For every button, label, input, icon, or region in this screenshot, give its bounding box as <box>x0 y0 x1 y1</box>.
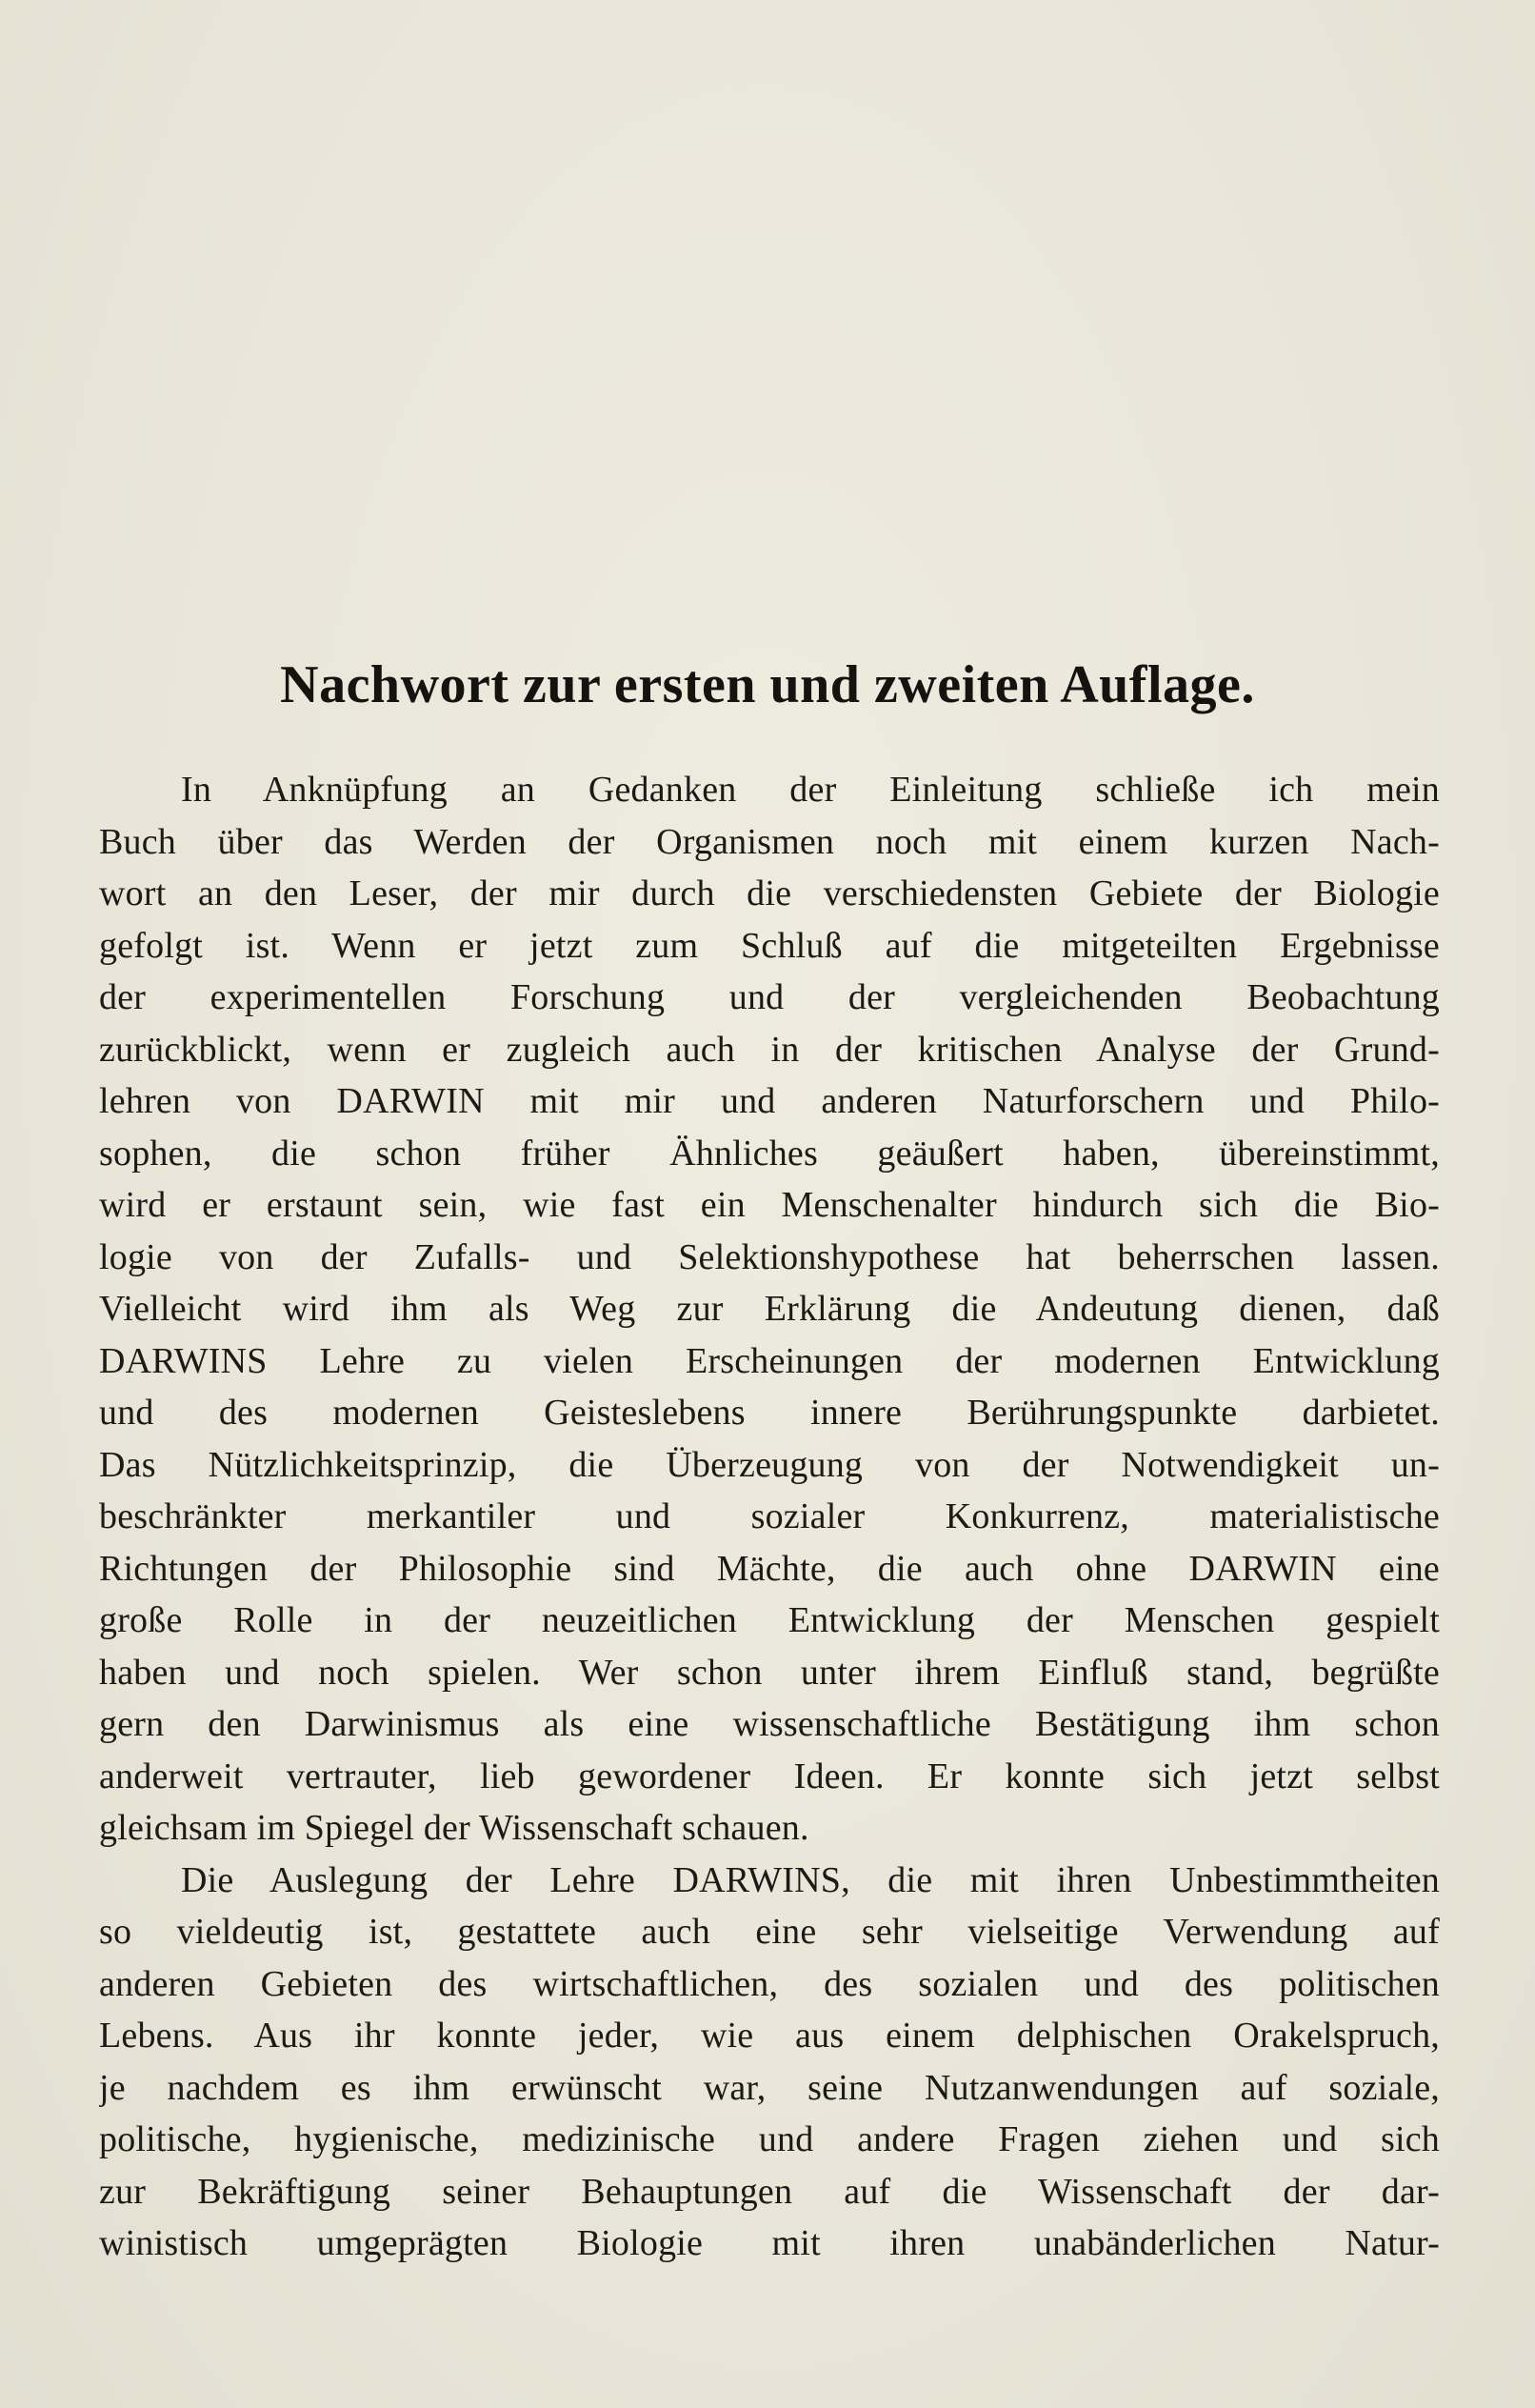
text-line: lehren von DARWIN mit mir und anderen Naturforschern und Philo- <box>99 1081 1440 1121</box>
text-line: Buch über das Werden der Organismen noch mit einem kurzen Nach- <box>99 821 1440 862</box>
text-line: Lebens. Aus ihr konnte jeder, wie aus einem delphischen Orakelspruch, <box>99 2016 1440 2056</box>
text-line: der experimentellen Forschung und der vergleichenden Beobachtung <box>99 977 1440 1017</box>
text-line: politische, hygienische, medizinische und andere Fragen ziehen und sich <box>99 2119 1440 2159</box>
text-line: logie von der Zufalls- und Selektionshypothese hat beherrschen lassen. <box>99 1236 1440 1277</box>
text-line: Die Auslegung der Lehre DARWINS, die mit ihren Unbestimmtheiten <box>181 1859 1440 1900</box>
text-line: große Rolle in der neuzeitlichen Entwicklung der Menschen gespielt <box>99 1600 1440 1640</box>
text-line: Richtungen der Philosophie sind Mächte, die auch ohne DARWIN eine <box>99 1548 1440 1589</box>
text-line: sophen, die schon früher Ähnliches geäußert haben, übereinstimmt, <box>99 1133 1440 1174</box>
text-line: Das Nützlichkeitsprinzip, die Überzeugung von der Notwendigkeit un- <box>99 1444 1440 1485</box>
text-line: gern den Darwinismus als eine wissenschaftliche Bestätigung ihm schon <box>99 1704 1440 1744</box>
text-line: beschränkter merkantiler und sozialer Konkurrenz, materialistische <box>99 1496 1440 1536</box>
page-title: Nachwort zur ersten und zweiten Auflage. <box>280 655 1255 714</box>
text-line: je nachdem es ihm erwünscht war, seine Nutzanwendungen auf soziale, <box>99 2067 1440 2108</box>
paragraph <box>99 1855 1440 2270</box>
text-line: winistisch umgeprägten Biologie mit ihren unabänderlichen Natur- <box>99 2223 1440 2263</box>
text-line: anderen Gebieten des wirtschaftlichen, des sozialen und des politischen <box>99 1963 1440 2004</box>
text-line: In Anknüpfung an Gedanken der Einleitung schließe ich mein <box>181 770 1440 810</box>
text-line: zur Bekräftigung seiner Behauptungen auf die Wissenschaft der dar- <box>99 2171 1440 2212</box>
text-line: wort an den Leser, der mir durch die verschiedensten Gebiete der Biologie <box>99 873 1440 913</box>
text-line: Vielleicht wird ihm als Weg zur Erklärung die Andeutung dienen, daß <box>99 1289 1440 1329</box>
text-line: wird er erstaunt sein, wie fast ein Menschenalter hindurch sich die Bio- <box>99 1185 1440 1225</box>
text-line: anderweit vertrauter, lieb gewordener Ideen. Er konnte sich jetzt selbst <box>99 1756 1440 1796</box>
text-line: haben und noch spielen. Wer schon unter ihrem Einfluß stand, begrüßte <box>99 1652 1440 1693</box>
text-line: zurückblickt, wenn er zugleich auch in der kritischen Analyse der Grund- <box>99 1029 1440 1070</box>
text-line: DARWINS Lehre zu vielen Erscheinungen der modernen Entwicklung <box>99 1340 1440 1381</box>
body-text <box>99 764 1440 2270</box>
text-line: so vieldeutig ist, gestattete auch eine sehr vielseitige Verwendung auf <box>99 1912 1440 1952</box>
paragraph <box>99 764 1440 1855</box>
text-line: gleichsam im Spiegel der Wissenschaft schauen. <box>99 1808 809 1848</box>
text-line: und des modernen Geisteslebens innere Berührungspunkte darbietet. <box>99 1393 1440 1433</box>
text-line: gefolgt ist. Wenn er jetzt zum Schluß auf die mitgeteilten Ergebnisse <box>99 925 1440 966</box>
